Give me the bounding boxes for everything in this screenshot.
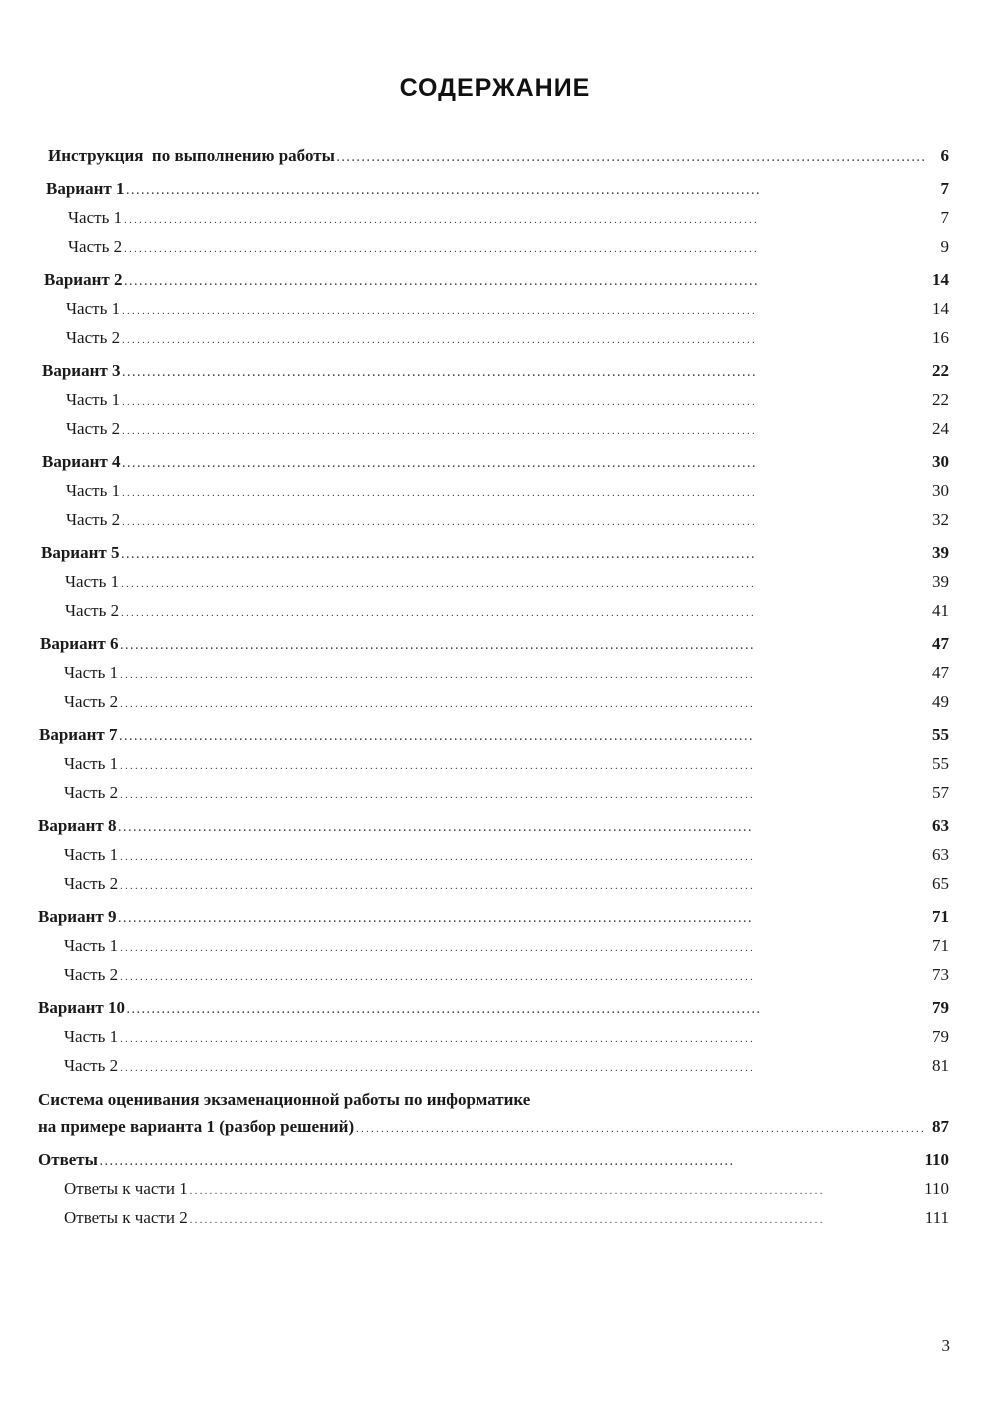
- toc-entry-label: Вариант 5: [41, 543, 120, 562]
- dot-leader: [119, 720, 925, 752]
- toc-entry-label: Часть 1: [64, 845, 119, 864]
- toc-entry-page: 49: [932, 692, 949, 711]
- toc-entry-variant-6-part-2[interactable]: [38, 687, 949, 716]
- toc-entry-variant-9[interactable]: [38, 902, 949, 931]
- toc-entry-variant-4-part-1[interactable]: [38, 476, 949, 505]
- toc-entry-page: 30: [932, 452, 949, 471]
- dot-leader: [122, 505, 925, 537]
- toc-entry-page: 7: [940, 208, 949, 227]
- toc-entry-label: Часть 2: [66, 419, 121, 438]
- toc-entry-page: 9: [940, 237, 949, 256]
- toc-entry-variant-8-part-1[interactable]: [38, 840, 949, 869]
- toc-entry-variant-3-part-2[interactable]: [38, 414, 949, 443]
- dot-leader: [120, 960, 925, 992]
- toc-entry-label: Вариант 4: [42, 452, 121, 471]
- dot-leader: [120, 629, 925, 661]
- dot-leader: [122, 323, 925, 355]
- toc-entry-page: 63: [932, 816, 949, 835]
- toc-entry-page: 63: [932, 845, 949, 864]
- toc-entry-variant-7-part-2[interactable]: [38, 778, 949, 807]
- toc-entry-variant-5-part-2[interactable]: [38, 596, 949, 625]
- toc-entry-label: Часть 1: [66, 390, 121, 409]
- toc-entry-variant-1-part-1[interactable]: [38, 203, 949, 232]
- toc-entry-page: 47: [932, 634, 949, 653]
- toc-entry-variant-1[interactable]: [38, 174, 949, 203]
- toc-entry-page: 79: [932, 1027, 949, 1046]
- toc-entry-variant-8-part-2[interactable]: [38, 869, 949, 898]
- dot-leader: [190, 1174, 922, 1206]
- toc-entry-page: 57: [932, 783, 949, 802]
- dot-leader: [121, 596, 925, 628]
- toc-entry-page: 73: [932, 965, 949, 984]
- dot-leader: [118, 811, 925, 843]
- toc-entry-label: Часть 2: [66, 328, 121, 347]
- toc-entry-page: 39: [932, 543, 949, 562]
- toc-entry-label: Вариант 10: [38, 998, 125, 1017]
- toc-entry-variant-10-part-1[interactable]: [38, 1022, 949, 1051]
- toc-entry-label: Часть 2: [64, 783, 119, 802]
- page-title: СОДЕРЖАНИЕ: [399, 74, 591, 102]
- toc-entry-variant-6[interactable]: [38, 629, 949, 658]
- toc-entry-label: Часть 1: [64, 1027, 119, 1046]
- dot-leader: [120, 658, 925, 690]
- toc-entry-label: Вариант 6: [40, 634, 119, 653]
- dot-leader: [120, 687, 925, 719]
- dot-leader: [120, 778, 925, 810]
- toc-entry-page: 110: [924, 1179, 949, 1198]
- toc-entry-label: Часть 2: [64, 874, 119, 893]
- page-number: 3: [941, 1336, 950, 1355]
- toc-entry-variant-8[interactable]: [38, 811, 949, 840]
- dot-leader: [122, 294, 925, 326]
- toc-entry-page: 32: [932, 510, 949, 529]
- table-of-contents: [38, 141, 949, 1232]
- dot-leader: [122, 414, 925, 446]
- toc-entry-page: 71: [932, 907, 949, 926]
- dot-leader: [356, 1112, 925, 1144]
- toc-entry-page: 65: [932, 874, 949, 893]
- dot-leader: [337, 141, 925, 173]
- toc-entry-variant-4[interactable]: [38, 447, 949, 476]
- dot-leader: [100, 1145, 923, 1177]
- dot-leader: [122, 385, 925, 417]
- toc-entry-variant-10-part-2[interactable]: [38, 1051, 949, 1080]
- toc-entry-label: Часть 1: [65, 572, 120, 591]
- dot-leader: [122, 356, 925, 388]
- toc-entry-label: Часть 2: [64, 692, 119, 711]
- dot-leader: [124, 265, 925, 297]
- toc-entry-label: Часть 1: [64, 936, 119, 955]
- toc-entry-page: 16: [932, 328, 949, 347]
- dot-leader: [122, 447, 925, 479]
- toc-entry-page: 14: [932, 270, 949, 289]
- toc-entry-label: Часть 2: [68, 237, 123, 256]
- toc-entry-label: Часть 1: [64, 663, 119, 682]
- toc-entry-label: Вариант 7: [39, 725, 118, 744]
- toc-entry-page: 30: [932, 481, 949, 500]
- dot-leader: [120, 931, 925, 963]
- toc-entry-answers[interactable]: [38, 1145, 949, 1174]
- toc-entry-variant-9-part-1[interactable]: [38, 931, 949, 960]
- toc-entry-instructions[interactable]: [38, 141, 949, 170]
- toc-entry-label: Вариант 8: [38, 816, 117, 835]
- dot-leader: [121, 538, 925, 570]
- dot-leader: [126, 174, 925, 206]
- toc-entry-page: 6: [940, 146, 949, 165]
- toc-entry-page: 81: [932, 1056, 949, 1075]
- toc-entry-label: Инструкция по выполнению работы: [48, 146, 335, 165]
- toc-entry-page: 111: [924, 1208, 949, 1227]
- toc-entry-label: Вариант 3: [42, 361, 121, 380]
- toc-entry-page: 79: [932, 998, 949, 1017]
- toc-entry-label: Часть 2: [64, 965, 119, 984]
- toc-entry-page: 47: [932, 663, 949, 682]
- toc-entry-label: Ответы к части 2: [64, 1208, 188, 1227]
- toc-entry-line-2: [38, 1112, 949, 1141]
- dot-leader: [124, 203, 925, 235]
- toc-entry-variant-2-part-1[interactable]: [38, 294, 949, 323]
- dot-leader: [190, 1203, 923, 1235]
- toc-entry-page: 24: [932, 419, 949, 438]
- toc-entry-page: 7: [940, 179, 949, 198]
- dot-leader: [122, 476, 925, 508]
- toc-entry-page: 55: [932, 754, 949, 773]
- toc-entry-variant-5[interactable]: [38, 538, 949, 567]
- toc-entry-variant-6-part-1[interactable]: [38, 658, 949, 687]
- toc-entry-variant-7-part-1[interactable]: [38, 749, 949, 778]
- dot-leader: [120, 869, 925, 901]
- toc-entry-assessment-system[interactable]: [38, 1088, 949, 1141]
- toc-entry-label: Часть 1: [66, 481, 121, 500]
- toc-entry-label: Часть 2: [66, 510, 121, 529]
- toc-entry-page: 22: [932, 361, 949, 380]
- toc-entry-page: 87: [932, 1117, 949, 1136]
- toc-entry-label: Вариант 2: [44, 270, 123, 289]
- toc-entry-variant-9-part-2[interactable]: [38, 960, 949, 989]
- dot-leader: [120, 749, 925, 781]
- toc-entry-variant-10[interactable]: [38, 993, 949, 1022]
- toc-entry-variant-1-part-2[interactable]: [38, 232, 949, 261]
- dot-leader: [120, 1051, 925, 1083]
- dot-leader: [120, 840, 925, 872]
- toc-entry-label: Ответы к части 1: [64, 1179, 188, 1198]
- toc-entry-page: 110: [924, 1150, 949, 1169]
- dot-leader: [118, 902, 925, 934]
- dot-leader: [121, 567, 925, 599]
- toc-entry-label-line-2: на примере варианта 1 (разбор решений): [38, 1117, 355, 1136]
- toc-entry-page: 22: [932, 390, 949, 409]
- toc-entry-label: Часть 1: [66, 299, 121, 318]
- toc-entry-label: Часть 1: [64, 754, 119, 773]
- toc-entry-answers-part-2[interactable]: [38, 1203, 949, 1232]
- toc-entry-label: Часть 1: [68, 208, 123, 227]
- toc-entry-label: Вариант 9: [38, 907, 117, 926]
- toc-entry-page: 39: [932, 572, 949, 591]
- toc-entry-page: 14: [932, 299, 949, 318]
- toc-entry-variant-3-part-1[interactable]: [38, 385, 949, 414]
- toc-entry-page: 41: [932, 601, 949, 620]
- toc-entry-label: Часть 2: [64, 1056, 119, 1075]
- toc-entry-label: Часть 2: [65, 601, 120, 620]
- toc-entry-page: 71: [932, 936, 949, 955]
- toc-entry-page: 55: [932, 725, 949, 744]
- toc-entry-variant-7[interactable]: [38, 720, 949, 749]
- toc-entry-label: Вариант 1: [46, 179, 125, 198]
- toc-entry-variant-5-part-1[interactable]: [38, 567, 949, 596]
- dot-leader: [127, 993, 925, 1025]
- toc-entry-variant-4-part-2[interactable]: [38, 505, 949, 534]
- dot-leader: [124, 232, 925, 264]
- dot-leader: [120, 1022, 925, 1054]
- toc-entry-variant-2-part-2[interactable]: [38, 323, 949, 352]
- toc-entry-label: Ответы: [38, 1150, 98, 1169]
- toc-entry-label-line-1: Система оценивания экзаменационной работы по информатике: [38, 1090, 531, 1109]
- toc-entry-variant-3[interactable]: [38, 356, 949, 385]
- toc-entry-variant-2[interactable]: [38, 265, 949, 294]
- toc-entry-answers-part-1[interactable]: [38, 1174, 949, 1203]
